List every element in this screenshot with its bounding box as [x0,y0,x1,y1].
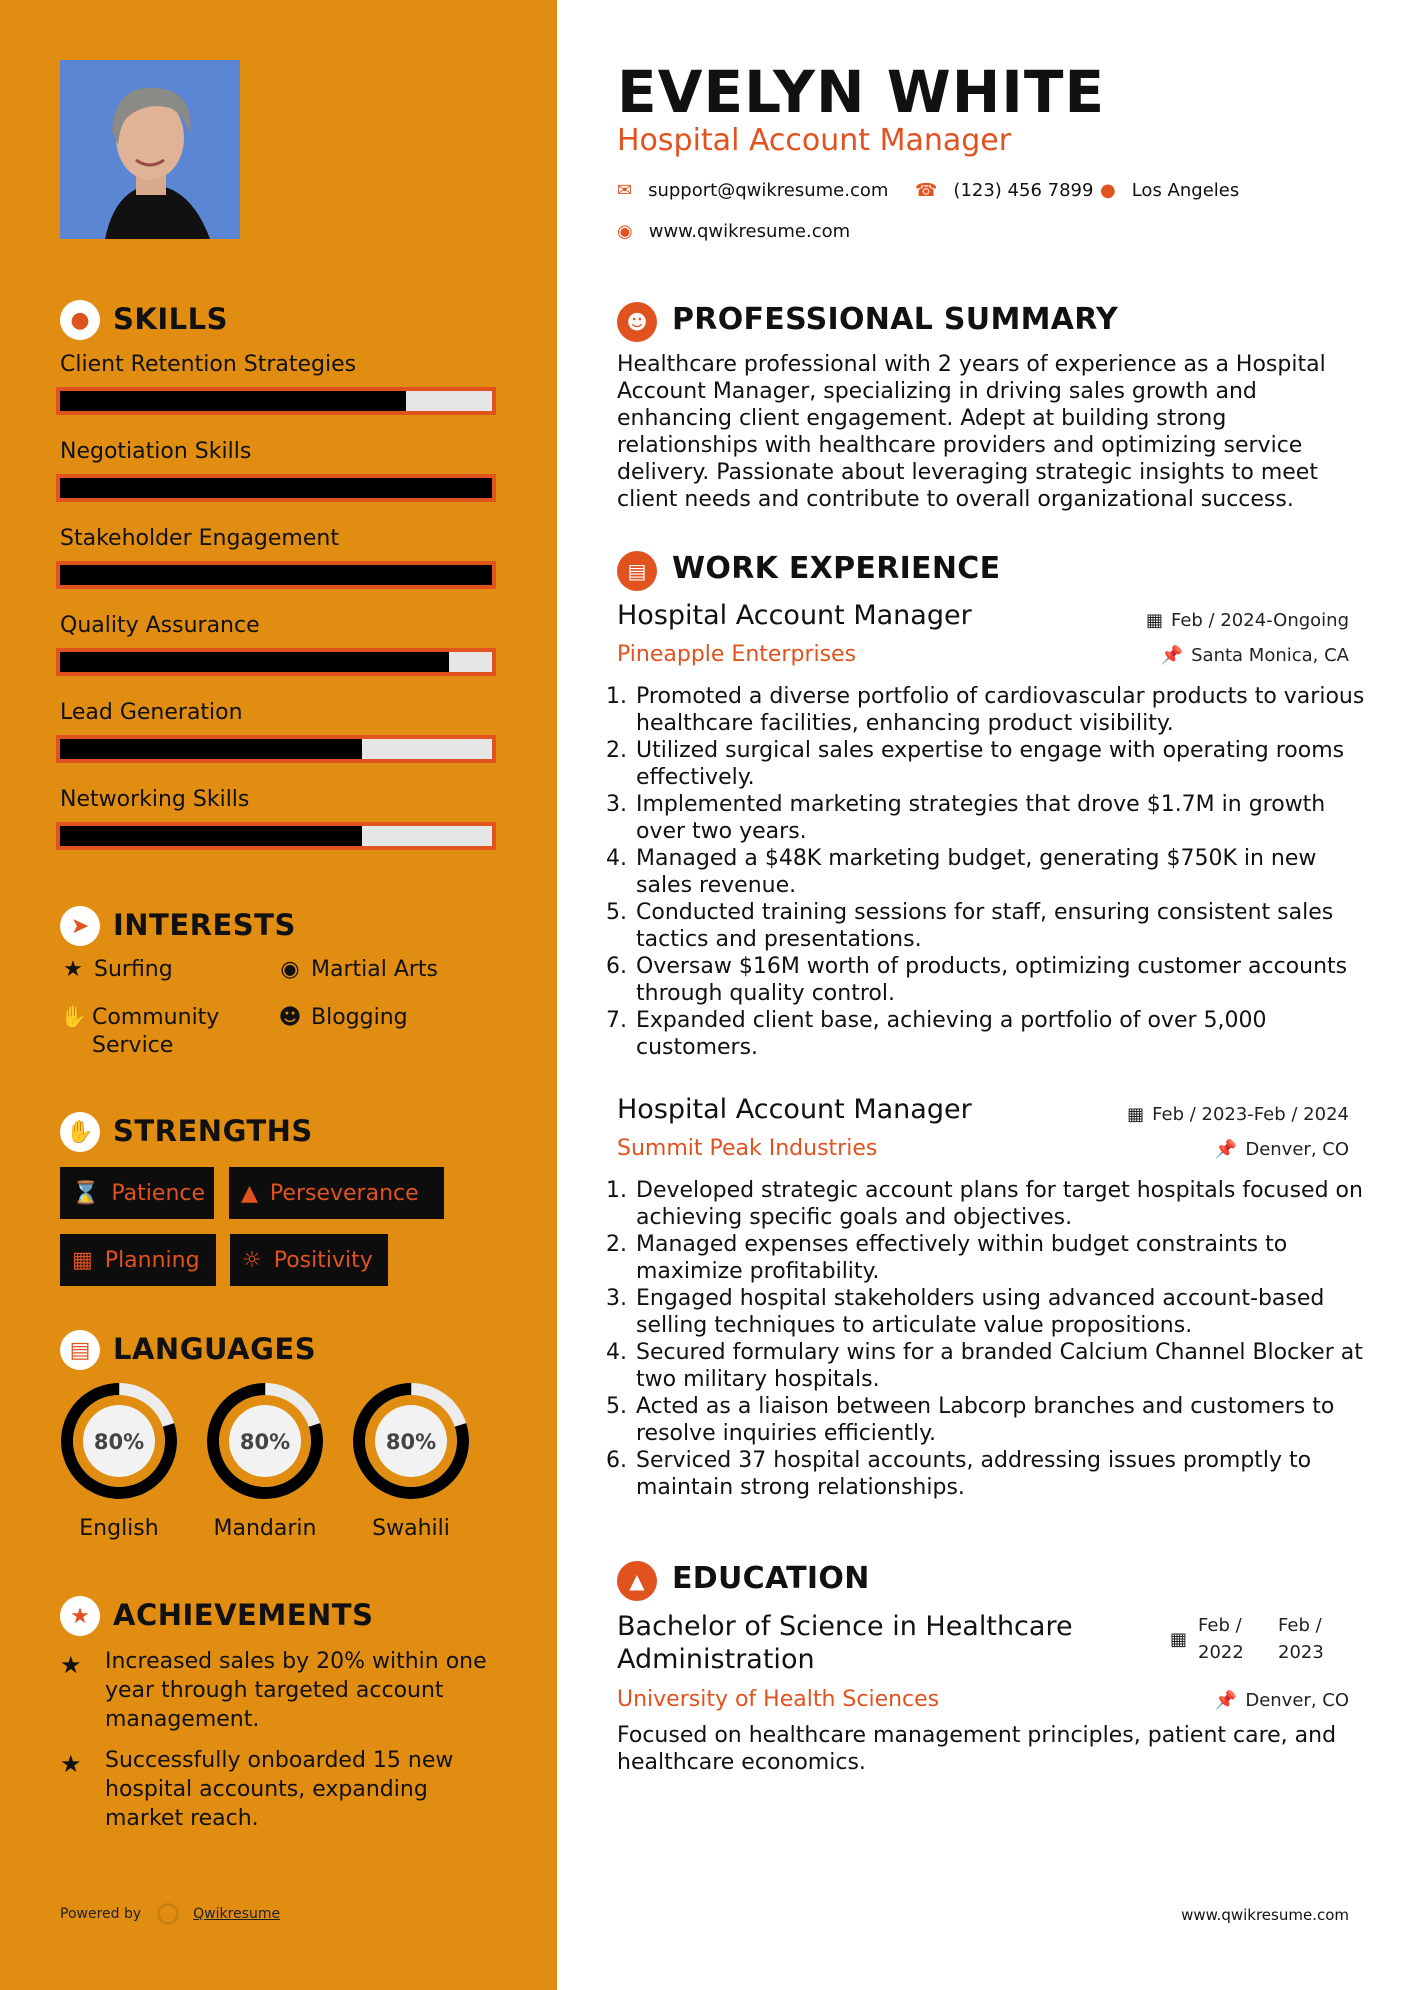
qwikresume-logo-icon [157,1903,179,1925]
interest-item: ◉ Martial Arts [277,956,438,984]
skill-label: Quality Assurance [60,613,260,638]
sun-icon: ☼ [242,1247,262,1273]
interest-item: ☻ Blogging [278,1005,408,1030]
hand-icon: ✋ [60,1005,88,1030]
language-ring-chart [59,1381,179,1501]
powered-by: Powered by Qwikresume [60,1903,280,1925]
list-item: 5. Acted as a liaison between Labcorp branches and customers to resolve inquiries efficiently. [634,1393,1379,1447]
languages-heading: LANGUAGES [113,1332,317,1366]
job-location: 📌 Denver, CO [1214,1139,1349,1160]
contact-phone[interactable]: ☎ (123) 456 7899 [915,180,1094,201]
globe-icon: ◉ [280,957,300,982]
qwikresume-link[interactable]: Qwikresume [193,1906,281,1922]
language-name: Mandarin [213,1516,317,1541]
skill-bar-fill [60,478,492,498]
skill-label: Lead Generation [60,700,243,725]
job-company: Pineapple Enterprises [617,642,857,667]
skill-bar-fill [60,391,406,411]
job-bullets [612,683,1379,1061]
strength-tag: ☼ Positivity [230,1234,388,1286]
globe-icon: ◉ [617,221,633,242]
job-title: Hospital Account Manager [617,600,972,631]
job-dates: ▦ Feb / 2023-Feb / 2024 [1127,1104,1349,1125]
achievement-item: ★ Increased sales by 20% within one year through targeted account management. [60,1649,487,1732]
skill-bar [56,561,496,589]
skill-label: Stakeholder Engagement [60,526,339,551]
interest-item: ★ Surfing [60,956,173,984]
skill-label: Client Retention Strategies [60,352,357,377]
interests-heading: INTERESTS [113,908,296,942]
achievements-heading: ACHIEVEMENTS [113,1598,374,1632]
strengths-heading: STRENGTHS [113,1114,313,1148]
language-percent-label: 80% [239,1430,291,1454]
job-title: Hospital Account Manager [617,1094,972,1125]
language-name: Swahili [372,1516,450,1541]
strength-tag: ▦ Planning [60,1234,216,1286]
star-icon: ★ [63,957,83,982]
calendar-icon: ▦ [72,1247,93,1273]
strength-tag: ▲ Perseverance [229,1167,444,1219]
summary-text: Healthcare professional with 2 years of experience as a Hospital Account Manager, specializing in driving sales growth and enhancing client engagement. Adept at building strong relationships with healthcare providers and optimizing service delivery. Passionate about leveraging strategic insights to meet client needs and contribute to overall organizational success. [617,352,1326,512]
skill-bar-fill [60,739,362,759]
job-location: 📌 Santa Monica, CA [1160,645,1349,666]
pin-icon: 📌 [1214,1690,1238,1711]
achievement-item: ★ Successfully onboarded 15 new hospital accounts, expanding market reach. [60,1748,454,1831]
job-company: Summit Peak Industries [617,1136,878,1161]
language-ring [351,1381,471,1501]
strength-tag: ⌛ Patience [60,1167,214,1219]
trophy-star-icon: ★ [60,1596,100,1636]
summary-heading: PROFESSIONAL SUMMARY [672,302,1119,337]
list-item: 2. Managed expenses effectively within budget constraints to maximize profitability. [634,1231,1379,1285]
fist-icon: ✋ [60,1112,100,1152]
map-pin-icon: ● [1100,180,1116,201]
paper-plane-icon: ➤ [60,906,100,946]
phone-icon: ☎ [915,180,938,201]
list-item: 1. Developed strategic account plans for target hospitals focused on achieving specific goals and objectives. [634,1177,1379,1231]
graduation-cap-icon: ▲ [617,1561,657,1601]
candidate-role: Hospital Account Manager [617,123,1012,158]
user-icon: ☻ [617,302,657,342]
skill-bar [56,735,496,763]
language-icon: ▤ [60,1330,100,1370]
skill-label: Negotiation Skills [60,439,252,464]
list-item: 6. Serviced 37 hospital accounts, addressing issues promptly to maintain strong relationships. [634,1447,1379,1501]
language-percent-label: 80% [93,1430,145,1454]
star-icon: ★ [60,1651,82,1679]
contact-location: ● Los Angeles [1100,180,1240,201]
list-item: 3. Engaged hospital stakeholders using advanced account-based selling techniques to articulate value propositions. [634,1285,1379,1339]
education-school: University of Health Sciences [617,1687,940,1712]
experience-heading: WORK EXPERIENCE [672,551,1001,586]
profile-photo [60,60,240,239]
skill-label: Networking Skills [60,787,250,812]
candidate-name: EVELYN WHITE [617,58,1106,126]
education-description: Focused on healthcare management principles, patient care, and healthcare economics. [617,1723,1337,1775]
calendar-icon: ▦ [1170,1629,1188,1650]
list-item: 4. Managed a $48K marketing budget, generating $750K in new sales revenue. [634,845,1379,899]
education-location: 📌 Denver, CO [1214,1690,1349,1711]
list-item: 7. Expanded client base, achieving a portfolio of over 5,000 customers. [634,1007,1379,1061]
skill-bar [56,387,496,415]
pin-icon: 📌 [1214,1139,1238,1160]
list-item: 4. Secured formulary wins for a branded Calcium Channel Blocker at two military hospitals. [634,1339,1379,1393]
star-icon: ★ [60,1750,82,1778]
contact-website[interactable]: ◉ www.qwikresume.com [617,221,851,242]
language-ring [205,1381,325,1501]
list-item: 3. Implemented marketing strategies that drove $1.7M in growth over two years. [634,791,1379,845]
language-percent-label: 80% [385,1430,437,1454]
briefcase-icon: ▤ [617,551,657,591]
list-item: 5. Conducted training sessions for staff, ensuring consistent sales tactics and presentations. [634,899,1379,953]
language-ring-chart [351,1381,471,1501]
pin-icon: 📌 [1160,645,1184,666]
skill-bar-fill [60,826,362,846]
skills-heading: SKILLS [113,302,228,336]
envelope-icon: ✉ [617,180,633,201]
sidebar [0,0,557,1990]
calendar-icon: ▦ [1145,610,1163,631]
skill-bar [56,648,496,676]
list-item: 1. Promoted a diverse portfolio of cardiovascular products to various healthcare facilities, enhancing product visibility. [634,683,1379,737]
degree-title: Bachelor of Science in Healthcare Administration [617,1611,1073,1675]
calendar-icon: ▦ [1127,1104,1145,1125]
list-item: 2. Utilized surgical sales expertise to engage with operating rooms effectively. [634,737,1379,791]
footer-url[interactable]: www.qwikresume.com [1181,1906,1349,1924]
job-dates: ▦ Feb / 2024-Ongoing [1145,610,1349,631]
job-bullets [612,1177,1379,1501]
list-item: 6. Oversaw $16M worth of products, optimizing customer accounts through quality control. [634,953,1379,1007]
language-name: English [79,1516,159,1541]
road-icon: ▲ [241,1180,258,1206]
lightbulb-icon: ● [60,300,100,340]
skill-bar-fill [60,652,449,672]
users-icon: ☻ [278,1005,302,1030]
skill-bar-fill [60,565,492,585]
hourglass-icon: ⌛ [72,1180,100,1206]
education-heading: EDUCATION [672,1561,870,1596]
skill-bar [56,822,496,850]
interest-item: ✋ Community Service [60,1005,220,1058]
language-ring-chart [205,1381,325,1501]
language-ring [59,1381,179,1501]
skill-bar [56,474,496,502]
contact-email[interactable]: ✉ support@qwikresume.com [617,180,889,201]
